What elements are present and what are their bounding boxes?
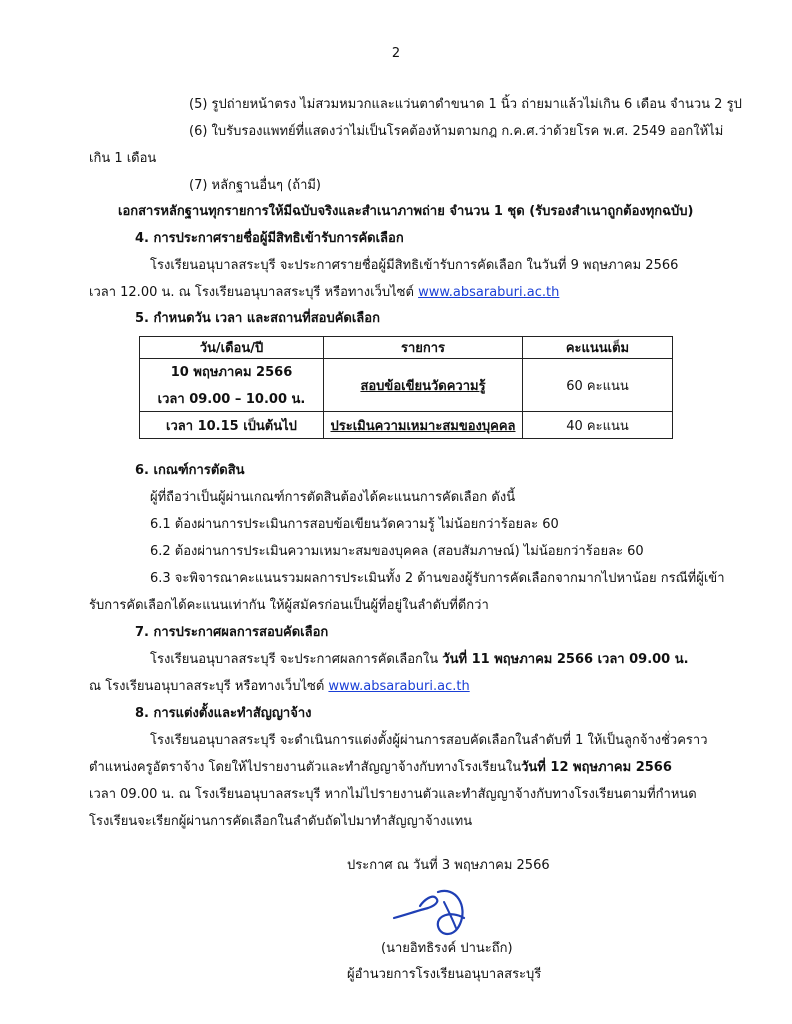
row1-date-line1: 10 พฤษภาคม 2566 xyxy=(170,365,293,380)
section8-line2 xyxy=(89,759,672,777)
section8-line1: โรงเรียนอนุบาลสระบุรี จะดำเนินการแต่งตั้งผู้ผ่านการสอบคัดเลือกในลำดับที่ 1 ให้เป็นลูกจ้างชั่วคราว xyxy=(150,733,708,748)
website-link[interactable]: www.absaraburi.ac.th xyxy=(328,679,470,694)
section8-heading: 8. การแต่งตั้งและทำสัญญาจ้าง xyxy=(135,706,312,721)
section4-heading: 4. การประกาศรายชื่อผู้มีสิทธิเข้ารับการคัดเลือก xyxy=(135,231,404,246)
section4-line1: โรงเรียนอนุบาลสระบุรี จะประกาศรายชื่อผู้มีสิทธิเข้ารับการคัดเลือก ในวันที่ 9 พฤษภาคม 2566 xyxy=(150,258,679,273)
section8-line4: โรงเรียนจะเรียกผู้ผ่านการคัดเลือกในลำดับถัดไปมาทำสัญญาจ้างแทน xyxy=(89,814,473,829)
section7-line2-text: ณ โรงเรียนอนุบาลสระบุรี หรือทางเว็บไซต์ xyxy=(89,679,329,694)
section8-line2-text: ตำแหน่งครูอัตราจ้าง โดยให้ไปรายงานตัวและทำสัญญาจ้างกับทางโรงเรียนใน xyxy=(89,760,522,775)
section7-heading: 7. การประกาศผลการสอบคัดเลือก xyxy=(135,625,329,640)
table-row xyxy=(140,412,673,439)
section6-heading: 6. เกณฑ์การตัดสิน xyxy=(135,463,245,478)
exam-schedule-table xyxy=(139,336,673,439)
documents-note: เอกสารหลักฐานทุกรายการให้มีฉบับจริงและสำเนาภาพถ่าย จำนวน 1 ชุด (รับรองสำเนาถูกต้องทุกฉบับ) xyxy=(118,204,694,219)
table-cell-date: เวลา 10.15 เป็นต้นไป xyxy=(140,412,324,439)
table-cell-score: 40 คะแนน xyxy=(523,412,673,439)
row1-date-line2: เวลา 09.00 – 10.00 น. xyxy=(157,392,306,407)
table-cell-date xyxy=(140,359,324,412)
table-header-score: คะแนนเต็ม xyxy=(523,337,673,359)
item-6-line2: เกิน 1 เดือน xyxy=(89,151,157,166)
section6-intro: ผู้ที่ถือว่าเป็นผู้ผ่านเกณฑ์การตัดสินต้องได้คะแนนการคัดเลือก ดังนี้ xyxy=(150,490,516,505)
website-link[interactable]: www.absaraburi.ac.th xyxy=(418,285,560,300)
section4-line2-text: เวลา 12.00 น. ณ โรงเรียนอนุบาลสระบุรี หรือทางเว็บไซต์ xyxy=(89,285,419,300)
criterion-6-3-line2: รับการคัดเลือกได้คะแนนเท่ากัน ให้ผู้สมัครก่อนเป็นผู้ที่อยู่ในลำดับที่ดีกว่า xyxy=(89,598,489,613)
page-number: 2 xyxy=(391,46,401,61)
section4-line2 xyxy=(89,284,559,302)
item-6-line1: (6) ใบรับรองแพทย์ที่แสดงว่าไม่เป็นโรคต้องห้ามตามกฎ ก.ค.ศ.ว่าด้วยโรค พ.ศ. 2549 ออกให้ไม่ xyxy=(189,124,724,139)
result-date: วันที่ 11 พฤษภาคม 2566 เวลา 09.00 น. xyxy=(442,652,689,667)
criterion-6-2: 6.2 ต้องผ่านการประเมินความเหมาะสมของบุคคล (สอบสัมภาษณ์) ไม่น้อยกว่าร้อยละ 60 xyxy=(150,544,644,559)
criterion-6-1: 6.1 ต้องผ่านการประเมินการสอบข้อเขียนวัดความรู้ ไม่น้อยกว่าร้อยละ 60 xyxy=(150,517,559,532)
section7-line1 xyxy=(150,651,689,669)
signer-name: (นายอิทธิรงค์ ปานะถึก) xyxy=(381,941,513,956)
signature-icon xyxy=(390,888,470,944)
section8-line3: เวลา 09.00 น. ณ โรงเรียนอนุบาลสระบุรี หากไม่ไปรายงานตัวและทำสัญญาจ้างกับทางโรงเรียนตามที่กำหนด xyxy=(89,787,697,802)
table-cell-score: 60 คะแนน xyxy=(523,359,673,412)
contract-date: วันที่ 12 พฤษภาคม 2566 xyxy=(521,760,672,775)
section7-line2 xyxy=(89,678,470,696)
signer-title: ผู้อำนวยการโรงเรียนอนุบาลสระบุรี xyxy=(347,967,542,982)
table-row xyxy=(140,359,673,412)
table-cell-item: ประเมินความเหมาะสมของบุคคล xyxy=(324,412,523,439)
section7-line1-text: โรงเรียนอนุบาลสระบุรี จะประกาศผลการคัดเลือกใน xyxy=(150,652,443,667)
item-5: (5) รูปถ่ายหน้าตรง ไม่สวมหมวกและแว่นตาดำขนาด 1 นิ้ว ถ่ายมาแล้วไม่เกิน 6 เดือน จำนวน 2 รูป xyxy=(189,97,742,112)
announce-date: ประกาศ ณ วันที่ 3 พฤษภาคม 2566 xyxy=(347,858,550,873)
table-cell-item: สอบข้อเขียนวัดความรู้ xyxy=(324,359,523,412)
table-header-item: รายการ xyxy=(324,337,523,359)
criterion-6-3-line1: 6.3 จะพิจารณาคะแนนรวมผลการประเมินทั้ง 2 ด้านของผู้รับการคัดเลือกจากมากไปหาน้อย กรณีที่ผู้เข้า xyxy=(150,571,725,586)
item-7: (7) หลักฐานอื่นๆ (ถ้ามี) xyxy=(189,178,322,193)
section5-heading: 5. กำหนดวัน เวลา และสถานที่สอบคัดเลือก xyxy=(135,311,380,326)
table-header-date: วัน/เดือน/ปี xyxy=(140,337,324,359)
